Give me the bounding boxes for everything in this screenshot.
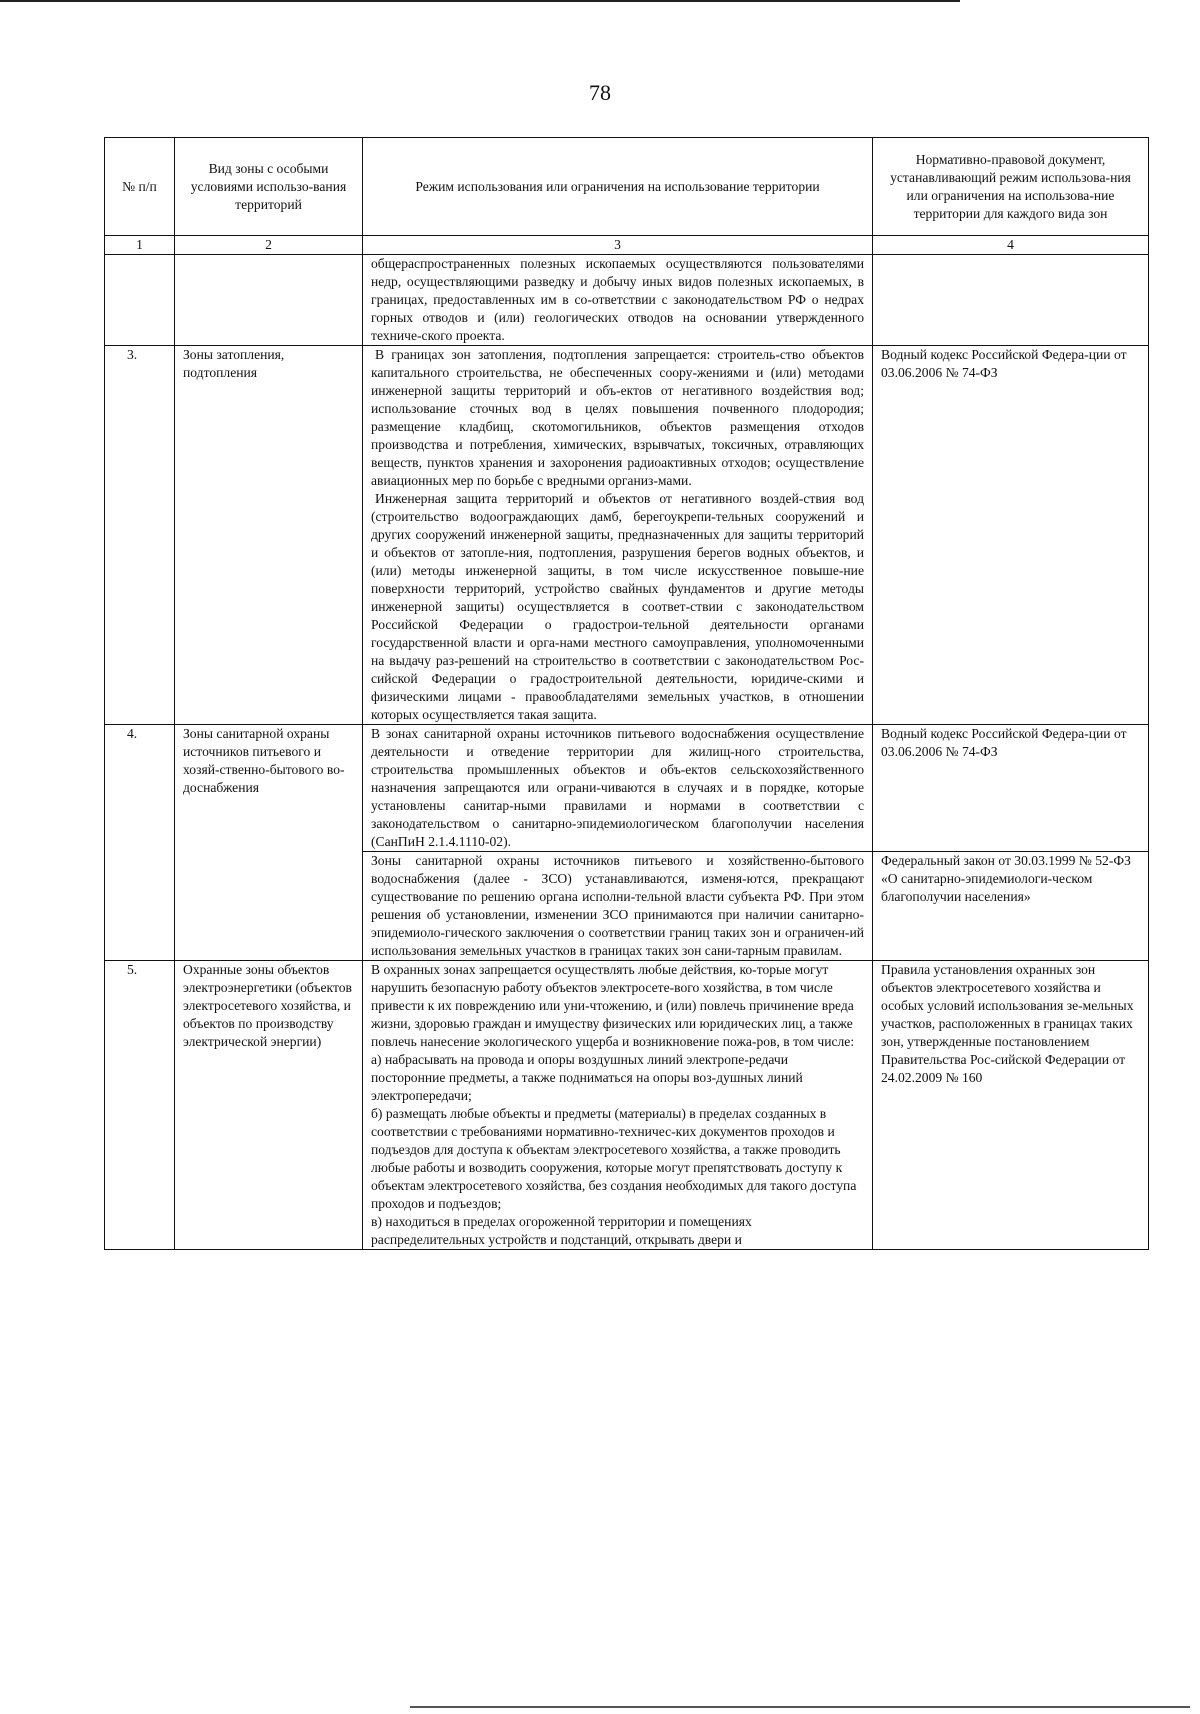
header-legal-document: Нормативно-правовой документ, устанавливающий режим использова-ния или ограничения на использова-ние территории для каждого вида зон <box>873 138 1149 236</box>
row-number: 5. <box>105 961 175 1250</box>
legal-document: Федеральный закон от 30.03.1999 № 52-ФЗ «О санитарно-эпидемиологи-ческом благополучии населения» <box>873 852 1149 961</box>
scan-border-top <box>0 0 960 2</box>
header-number: № п/п <box>105 138 175 236</box>
column-number-row <box>105 236 1149 255</box>
table-row <box>105 961 1149 1250</box>
table-row <box>105 255 1149 346</box>
legal-document: Водный кодекс Российской Федера-ции от 03.06.2006 № 74-ФЗ <box>873 346 1149 725</box>
column-number: 3 <box>363 236 873 255</box>
regime-text-2: Инженерная защита территорий и объектов от негативного воздей-ствия вод (строительство водоограждающих дамб, берегоукрепи-тельных сооружений и других сооружений инженерной защиты, предназначенных для защиты территорий и объектов от затопле-ния, подтопления, разрушения берегов водных объектов, и (или) методы инженерной защиты, в том числе искусственное повыше-ние поверхности территорий, устройство свайных фундаментов и другие методы инженерной защиты) осуществляется в соответ-ствии с законодательством Российской Федерации о градострои-тельной деятельности органами государственной власти и орга-нами местного самоуправления, уполномоченными на выдачу раз-решений на строительство в соответствии с законодательством Рос-сийской Федерации о градостроительной деятельности, юридиче-скими и физическими лицами - правообладателями земельных участков, в отношении которых осуществляется такая защита. <box>371 491 864 722</box>
scan-border-bottom <box>410 1706 1190 1708</box>
zones-table <box>104 137 1149 1250</box>
regime-cell <box>363 961 873 1250</box>
legal-document: Водный кодекс Российской Федера-ции от 03.06.2006 № 74-ФЗ <box>873 725 1149 852</box>
legal-document <box>873 255 1149 346</box>
regime-text: общераспространенных полезных ископаемых осуществляются пользователями недр, осуществляющими разведку и добычу иных видов полезных ископаемых, в границах, предоставленных им в со-ответствии с законодательством РФ о недрах горных отводов и (или) геологических отводов на основании утвержденного техниче-ского проекта. <box>363 255 873 346</box>
table-row <box>105 346 1149 725</box>
header-regime: Режим использования или ограничения на использование территории <box>363 138 873 236</box>
header-zone-type: Вид зоны с особыми условиями использо-вания территорий <box>175 138 363 236</box>
legal-document: Правила установления охранных зон объектов электросетевого хозяйства и особых условий использования зе-мельных участков, расположенных в границах таких зон, утвержденные постановлением Правительства Рос-сийской Федерации от 24.02.2009 № 160 <box>873 961 1149 1250</box>
regime-item: б) размещать любые объекты и предметы (материалы) в пределах созданных в соответствии с требованиями нормативно-техничес-ких документов проходов и подъездов для доступа к объектам электросетевого хозяйства, а также проводить любые работы и возводить сооружения, которые могут препятствовать доступу к объектам электросетевого хозяйства, без создания необходимых для такого доступа проходов и подъездов; <box>371 1106 857 1211</box>
column-number: 4 <box>873 236 1149 255</box>
row-number: 3. <box>105 346 175 725</box>
column-number: 1 <box>105 236 175 255</box>
row-number <box>105 255 175 346</box>
regime-text: В охранных зонах запрещается осуществлять любые действия, ко-торые могут нарушить безопасную работу объектов электросете-вого хозяйства, в том числе привести к их повреждению или уни-чтожению, и (или) повлечь причинение вреда жизни, здоровью граждан и имуществу физических или юридических лиц, а также повлечь нанесение экологического ущерба и возникновение пожа-ров, в том числе: <box>371 962 855 1049</box>
zone-type: Зоны санитарной охраны источников питьевого и хозяй-ственно-бытового во-доснабжения <box>175 725 363 961</box>
regime-text: Зоны санитарной охраны источников питьевого и хозяйственно-бытового водоснабжения (далее - ЗСО) устанавливаются, изменя-ются, прекращают существование по решению органа исполни-тельной власти субъекта РФ. При этом решения об установлении, изменении ЗСО принимаются при наличии санитарно-эпидемиоло-гического заключения о соответствии границ таких зон и ограничен-ий использования земельных участков в границах таких зон сани-тарным правилам. <box>363 852 873 961</box>
table-header-row <box>105 138 1149 236</box>
column-number: 2 <box>175 236 363 255</box>
zone-type: Охранные зоны объектов электроэнергетики (объектов электросетевого хозяйства, и объектов по производству электрической энергии) <box>175 961 363 1250</box>
zone-type: Зоны затопления, подтопления <box>175 346 363 725</box>
regime-text: В зонах санитарной охраны источников питьевого водоснабжения осуществление деятельности и отведение территории для жилищ-ного строительства, строительства промышленных объектов и объ-ектов сельскохозяйственного назначения запрещаются или ограни-чиваются в случаях и в порядке, которые установлены санитар-ными правилами и нормами в соответствии с законодательством о санитарно-эпидемиологическом благополучии населения (СанПиН 2.1.4.1110-02). <box>363 725 873 852</box>
regime-cell <box>363 346 873 725</box>
table-row <box>105 725 1149 852</box>
regime-item: а) набрасывать на провода и опоры воздушных линий электропе-редачи посторонние предметы, а также подниматься на опоры воз-душных линий электропередачи; <box>371 1052 803 1103</box>
regime-item: в) находиться в пределах огороженной территории и помещениях распределительных устройств и подстанций, открывать двери и <box>371 1214 752 1247</box>
zone-type <box>175 255 363 346</box>
page-number: 78 <box>589 80 611 105</box>
regime-text: В границах зон затопления, подтопления запрещается: строитель-ство объектов капитального строительства, не обеспеченных соору-жениями и (или) методами инженерной защиты территорий и объ-ектов от негативного воздействия вод; использование сточных вод в целях повышения почвенного плодородия; размещение кладбищ, скотомогильников, объектов размещения отходов производства и потребления, химических, взрывчатых, токсичных, отравляющих веществ, пунктов хранения и захоронения радиоактивных отходов; осуществление авиационных мер по борьбе с вредными организ-мами. <box>371 347 864 488</box>
row-number: 4. <box>105 725 175 961</box>
